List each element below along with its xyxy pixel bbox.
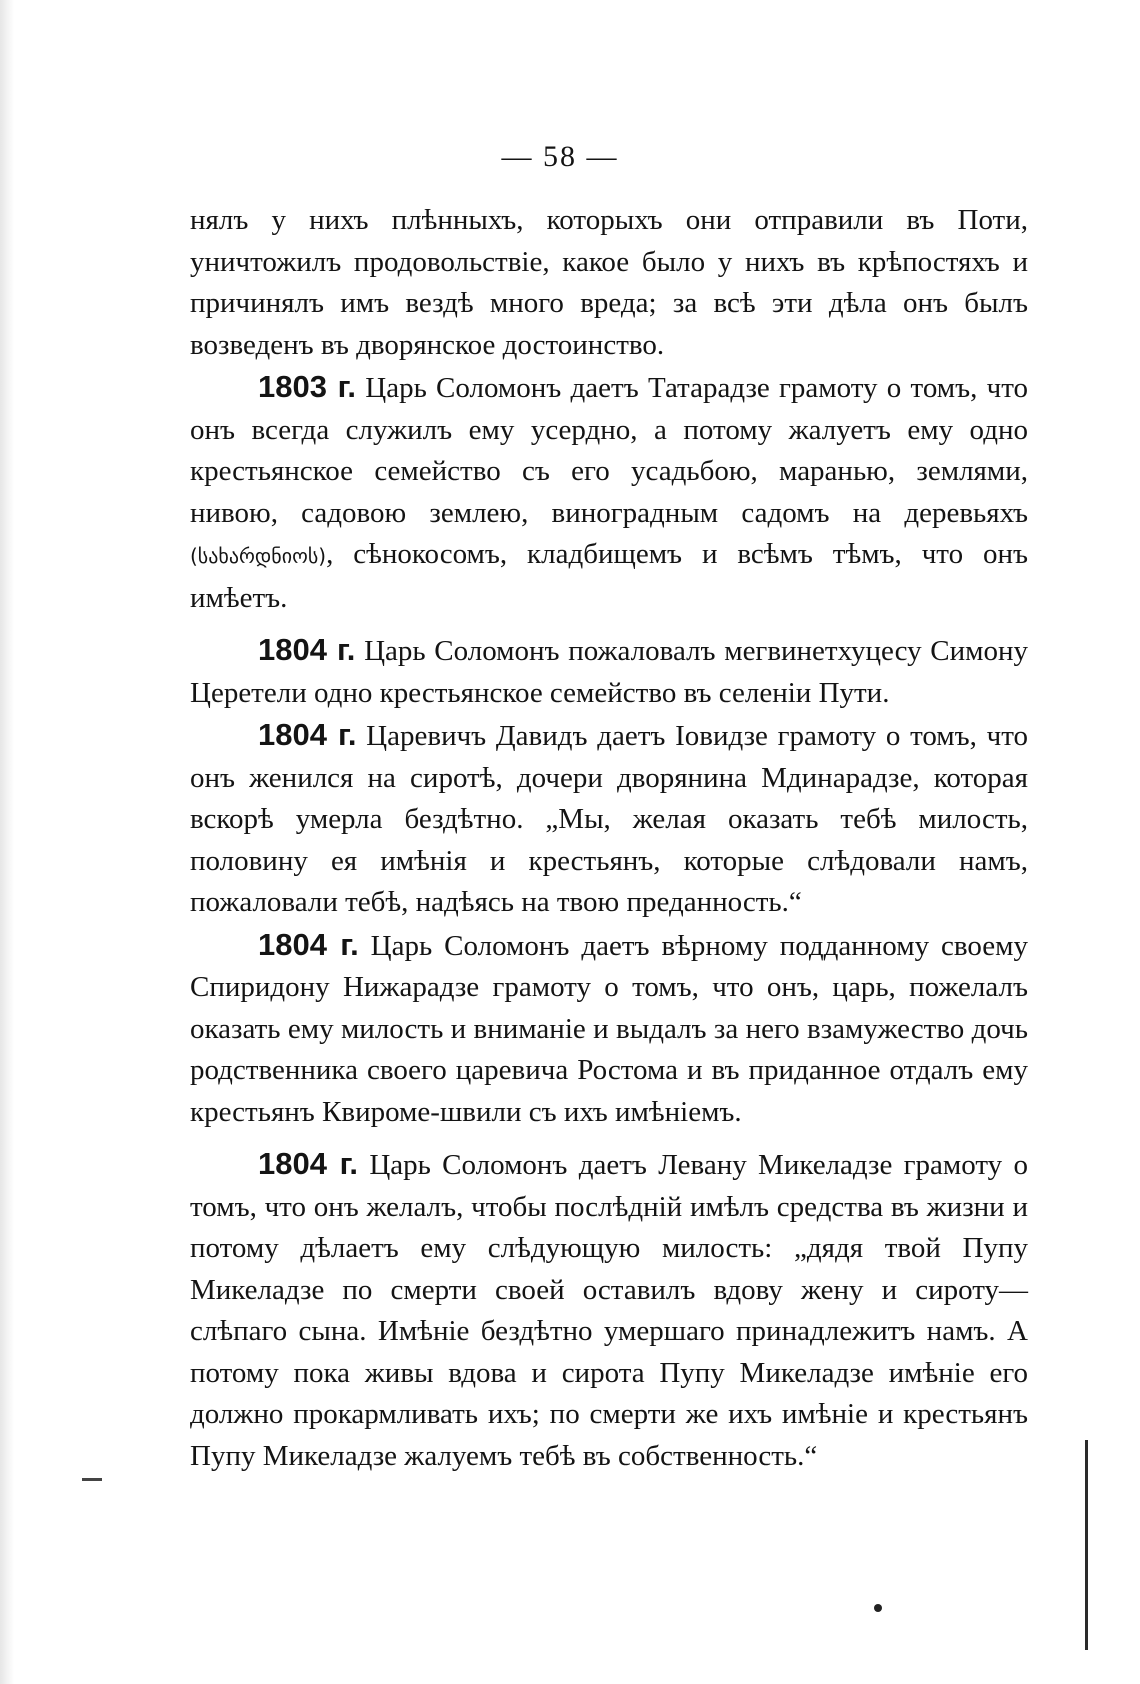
paragraph-3 <box>190 629 1028 714</box>
paragraph-1 <box>190 200 1028 366</box>
year-label: 1804 г. <box>258 632 356 667</box>
paragraph-text: Царь Соломонъ даетъ вѣрному подданному своему Спиридону Нижарадзе грамоту о томъ, что онъ, царь, пожелалъ оказать ему милость и вниманіе и выдалъ за него взамужество дочь родственника своего царевича Ростома и въ приданное отдалъ ему крестьянъ Квироме-швили съ ихъ имѣніемъ. <box>190 929 1028 1128</box>
paragraph-text-continued: , сѣнокосомъ, кладбищемъ и всѣмъ тѣмъ, что онъ имѣетъ. <box>190 538 1028 614</box>
paragraph-text: Царь Соломонъ даетъ Татарадзе грамоту о томъ, что онъ всегда служилъ ему усердно, а потому жалуетъ ему одно крестьянское семейство съ его усадьбою, маранью, землями, нивою, садовою землею, виноградным садомъ на деревьяхъ <box>190 372 1028 529</box>
body-text <box>190 200 1028 1477</box>
margin-dash-mark <box>82 1478 102 1481</box>
page-number: — 58 — <box>501 140 619 173</box>
paragraph-text: нялъ у нихъ плѣнныхъ, которыхъ они отправили въ Поти, уничтожилъ продовольствіе, какое было у нихъ въ крѣпостяхъ и причинялъ имъ вездѣ много вреда; за всѣ эти дѣла онъ былъ возведенъ въ дворянское достоинство. <box>190 204 1028 361</box>
paragraph-text: Царь Соломонъ даетъ Левану Микеладзе грамоту о томъ, что онъ желалъ, чтобы послѣдній имѣлъ средства въ жизни и потому дѣлаетъ ему слѣдующую милость: „дядя твой Пупу Микеладзе по смерти своей оставилъ вдову жену и сироту—слѣпаго сына. Имѣніе бездѣтно умершаго принадлежитъ намъ. А потому пока живы вдова и сирота Пупу Микеладзе имѣніе его должно прокармливать ихъ; по смерти же ихъ имѣніе и крестьянъ Пупу Микеладзе жалуемъ тебѣ въ собственность.“ <box>190 1149 1028 1472</box>
paragraph-5 <box>190 924 1028 1134</box>
year-label: 1804 г. <box>258 717 357 752</box>
paragraph-6 <box>190 1143 1028 1477</box>
paragraph-text: Царевичъ Давидъ даетъ Іовидзе грамоту о томъ, что онъ женился на сиротѣ, дочери дворянина Мдинарадзе, которая вскорѣ умерла бездѣтно. „Мы, желая оказать тебѣ милость, половину ея имѣнія и крестьянъ, которые слѣдовали намъ, пожаловали тебѣ, надѣясь на твою преданность.“ <box>190 720 1028 918</box>
year-label: 1804 г. <box>258 1146 359 1181</box>
year-label: 1804 г. <box>258 926 359 962</box>
paragraph-2 <box>190 366 1028 619</box>
margin-dot-mark <box>874 1604 882 1612</box>
margin-rule-line <box>1085 1440 1088 1650</box>
georgian-term: (სახარდნიოს) <box>190 544 327 568</box>
paragraph-4 <box>190 714 1028 924</box>
page-edge-shadow <box>0 0 14 1684</box>
year-label: 1803 г. <box>258 369 356 404</box>
paragraph-text: Царь Соломонъ пожаловалъ мегвинетхуцесу Симону Церетели одно крестьянское семейство въ селеніи Пути. <box>190 635 1029 709</box>
